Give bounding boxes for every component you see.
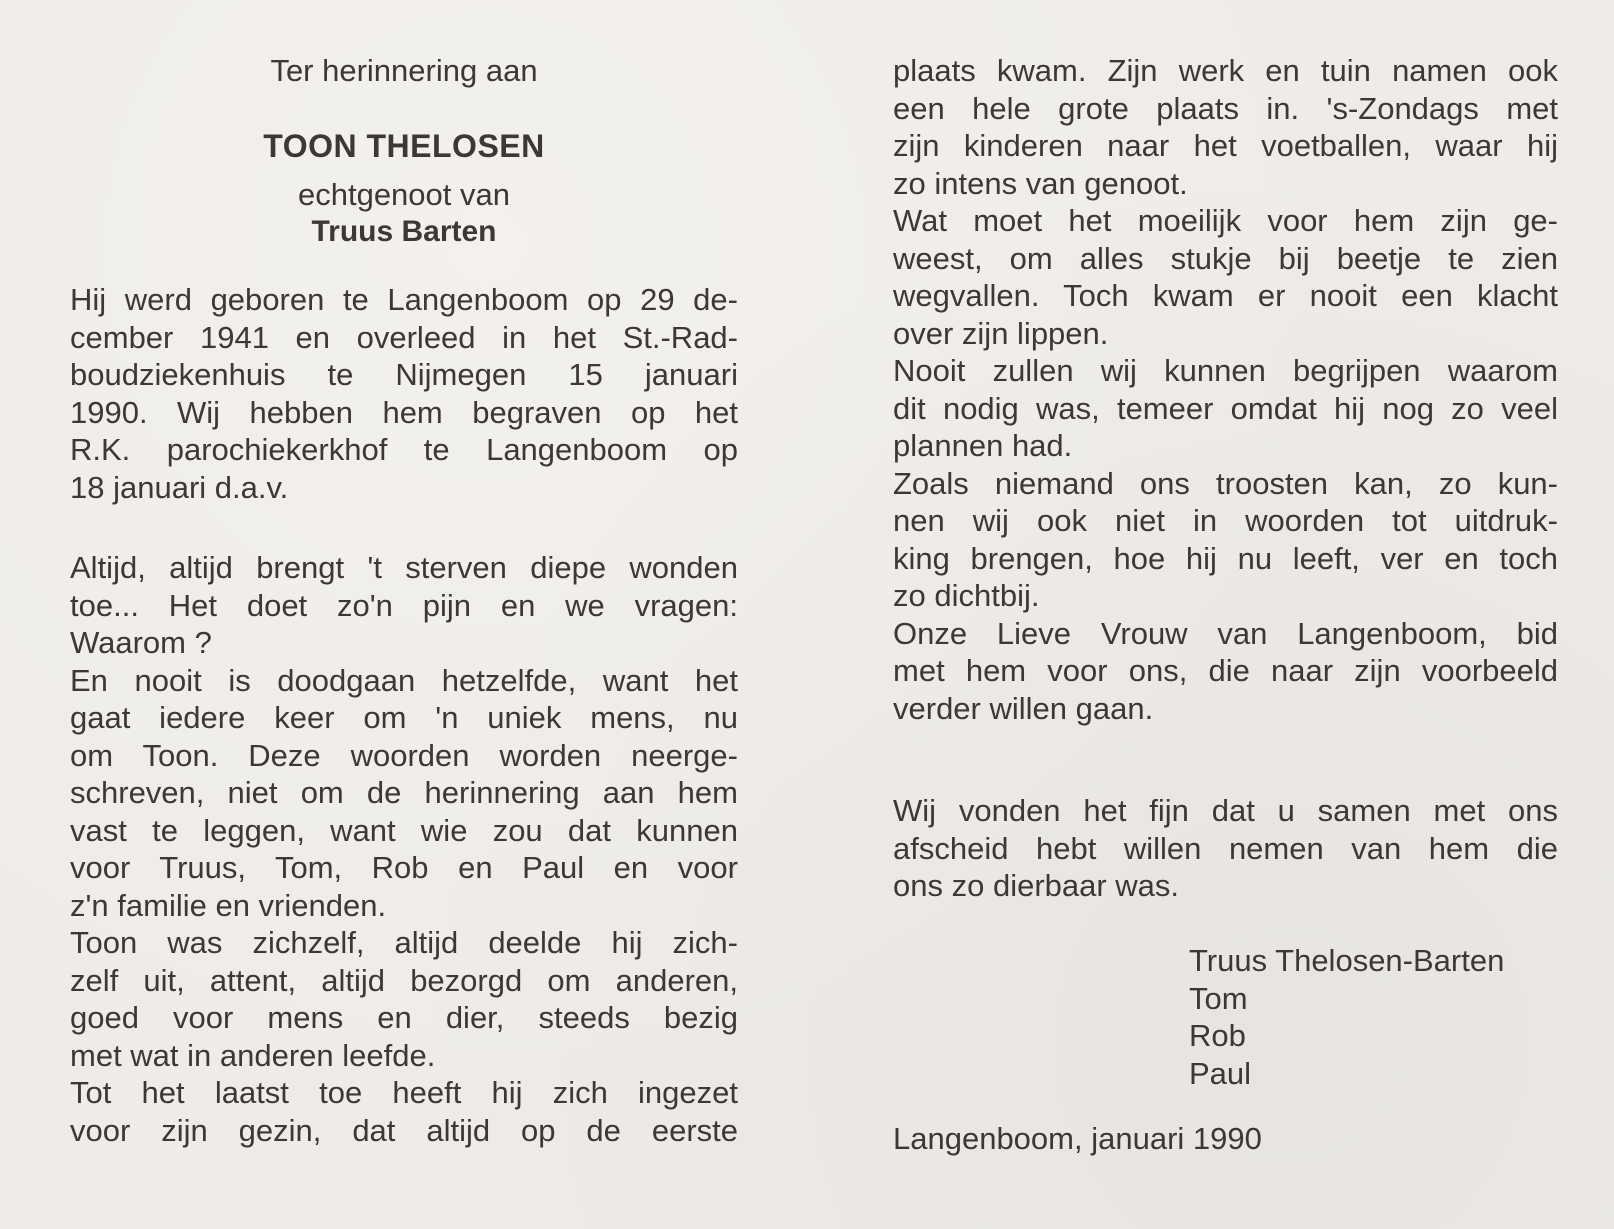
header-intro: Ter herinnering aan [270, 53, 538, 88]
text-line: Zoals niemand ons troosten kan, zo kun- [893, 465, 1558, 501]
bio-line: boudziekenhuis te Nijmegen 15 januari [70, 357, 738, 392]
bio-line: cember 1941 en overleed in het St.-Rad- [70, 319, 738, 355]
text-line: plannen had. [893, 428, 1073, 463]
text-line: dit nodig was, temeer omdat hij nog zo veel [893, 390, 1558, 426]
text-line: En nooit is doodgaan hetzelfde, want het [70, 662, 738, 698]
text-line: met hem voor ons, die naar zijn voorbeeld [893, 653, 1558, 688]
thanks-line: afscheid hebt willen nemen van hem die [893, 830, 1558, 866]
text-line: gaat iedere keer om 'n uniek mens, nu [70, 700, 738, 735]
place-date: Langenboom, januari 1990 [893, 1121, 1262, 1156]
text-line: zijn kinderen naar het voetballen, waar hij [893, 128, 1558, 163]
bio-line: 18 januari d.a.v. [70, 469, 289, 505]
text-line: zo dichtbij. [893, 578, 1040, 613]
deceased-name: TOON THELOSEN [263, 128, 545, 164]
text-line: verder willen gaan. [893, 690, 1154, 726]
text-line: Nooit zullen wij kunnen begrijpen waarom [893, 353, 1558, 388]
thanks-line: ons zo dierbaar was. [893, 868, 1180, 903]
text-line: king brengen, hoe hij nu leeft, ver en toch [893, 540, 1558, 576]
text-line: z'n familie en vrienden. [70, 887, 387, 923]
text-line: Wat moet het moeilijk voor hem zijn ge- [893, 203, 1558, 238]
text-line: vast te leggen, want wie zou dat kunnen [70, 812, 738, 848]
text-line: voor zijn gezin, dat altijd op de eerste [70, 1112, 738, 1148]
text-line: zo intens van genoot. [893, 165, 1188, 201]
text-line: schreven, niet om de herinnering aan hem [70, 775, 738, 810]
signature-name: Truus Thelosen-Barten [1189, 943, 1505, 978]
signature-name: Rob [1189, 1018, 1246, 1053]
text-line: een hele grote plaats in. 's-Zondags met [893, 90, 1558, 126]
signatures [1189, 942, 1504, 1092]
spouse-label: echtgenoot van [297, 177, 510, 212]
biography-paragraph [70, 281, 738, 506]
text-line: met wat in anderen leefde. [70, 1037, 436, 1073]
bio-line: Hij werd geboren te Langenboom op 29 de- [70, 282, 738, 317]
text-line: over zijn lippen. [893, 315, 1109, 351]
spouse-name: Truus Barten [311, 215, 497, 248]
thanks-line: Wij vonden het fijn dat u samen met ons [893, 793, 1558, 828]
reflection-text-right [893, 52, 1558, 727]
text-line: Waarom ? [70, 625, 212, 660]
bio-line: 1990. Wij hebben hem begraven op het [70, 394, 738, 430]
signature-name: Paul [1189, 1055, 1252, 1091]
text-line: wegvallen. Toch kwam er nooit een klacht [893, 278, 1558, 313]
text-line: nen wij ook niet in woorden tot uitdruk- [893, 503, 1558, 538]
text-line: voor Truus, Tom, Rob en Paul en voor [70, 850, 738, 885]
text-line: plaats kwam. Zijn werk en tuin namen ook [893, 53, 1558, 88]
signature-name: Tom [1189, 980, 1248, 1016]
text-line: weest, om alles stukje bij beetje te zien [893, 240, 1558, 276]
text-line: Toon was zichzelf, altijd deelde hij zich- [70, 925, 738, 960]
reflection-text-left [70, 549, 738, 1149]
bio-line: R.K. parochiekerkhof te Langenboom op [70, 432, 738, 467]
text-line: om Toon. Deze woorden worden neerge- [70, 737, 738, 773]
text-line: Tot het laatst toe heeft hij zich ingezet [70, 1075, 738, 1110]
text-line: zelf uit, attent, altijd bezorgd om anderen, [70, 962, 738, 998]
text-line: Onze Lieve Vrouw van Langenboom, bid [893, 615, 1558, 651]
text-line: toe... Het doet zo'n pijn en we vragen: [70, 587, 738, 623]
thanks-paragraph [893, 792, 1558, 905]
text-line: Altijd, altijd brengt 't sterven diepe wonden [70, 550, 738, 585]
text-line: goed voor mens en dier, steeds bezig [70, 1000, 738, 1035]
